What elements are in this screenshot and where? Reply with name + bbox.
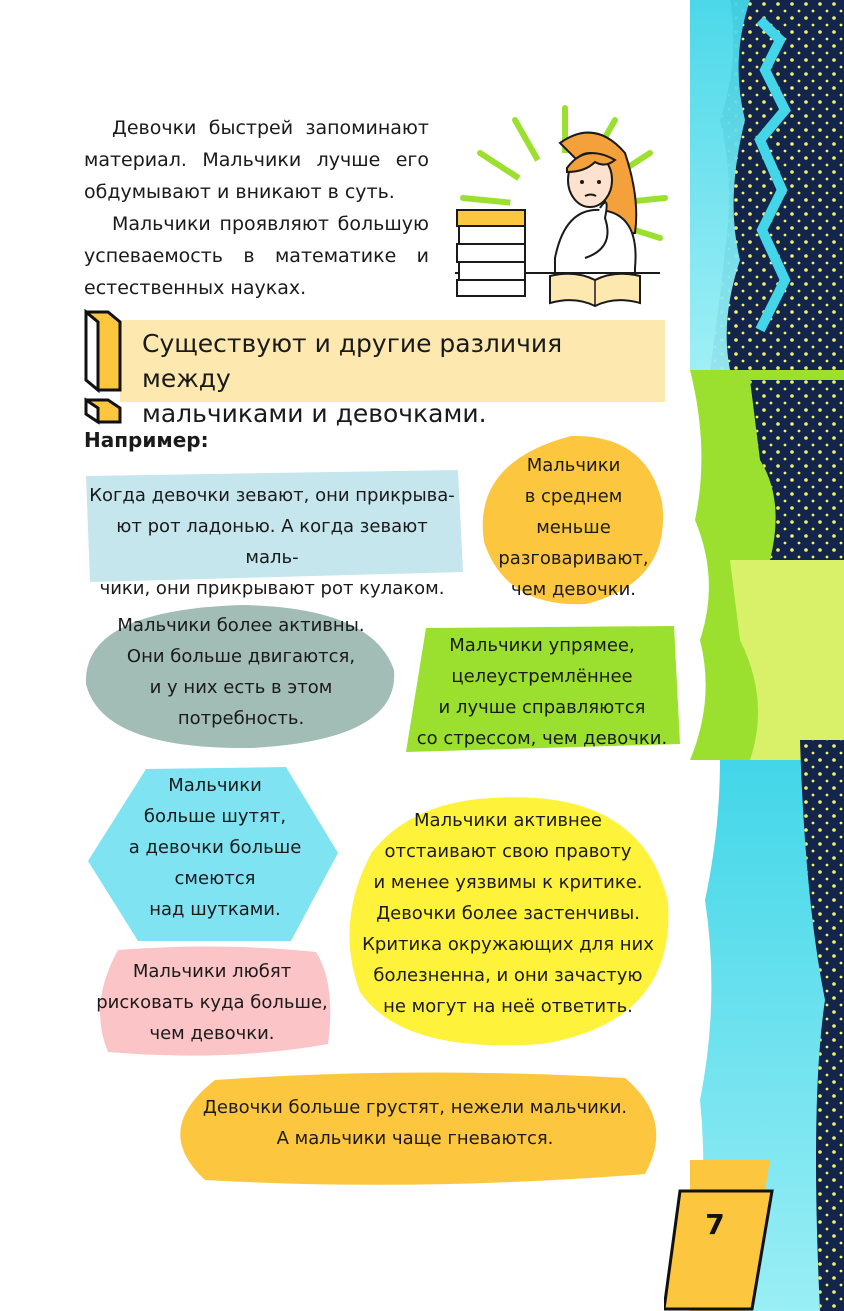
fact-line: больше шутят, [143, 806, 287, 827]
fact-line: Когда девочки зевают, они прикрыва- [89, 485, 455, 506]
fact-line: Мальчики любят [132, 961, 292, 982]
girl-reading-illustration [455, 98, 670, 313]
fact-line: целеустремлённее [451, 666, 633, 687]
fact-line: чем девочки. [510, 579, 637, 600]
fact-line: потребность. [177, 708, 305, 729]
fact-line: Мальчики [168, 775, 262, 796]
fact-jokes [110, 770, 320, 925]
fact-line: над шутками. [149, 899, 281, 920]
fact-line: не могут на неё ответить. [383, 996, 633, 1017]
fact-active [100, 610, 382, 734]
exclamation-icon [80, 308, 128, 426]
intro-paragraph-2: Мальчики проявляют большую успеваемость в математике и естественных науках. [84, 213, 429, 299]
fact-line: Критика окружающих для них [362, 934, 654, 955]
notice-text [142, 326, 657, 431]
fact-line: и у них есть в этом [149, 677, 333, 698]
fact-line: ют рот ладонью. А когда зевают маль- [116, 516, 428, 568]
page-number-badge [664, 1185, 774, 1311]
fact-line: чики, они прикрывают рот кулаком. [99, 578, 445, 599]
fact-line: Мальчики активнее [414, 810, 602, 831]
notice-line: мальчиками и девочками. [142, 399, 487, 428]
fact-line: Они больше двигаются, [126, 646, 356, 667]
fact-risk [92, 956, 332, 1049]
fact-line: Мальчики упрямее, [449, 635, 635, 656]
notice-line: Существуют и другие различия между [142, 329, 563, 393]
fact-line: болезненна, и они зачастую [373, 965, 643, 986]
fact-line: Девочки более застенчивы. [376, 903, 640, 924]
fact-line: в среднем меньше [524, 486, 623, 538]
fact-line: рисковать куда больше, [96, 992, 328, 1013]
fact-line: разговаривают, [498, 548, 649, 569]
fact-line: чем девочки. [149, 1023, 275, 1044]
fact-line: и лучше справляются [438, 697, 646, 718]
decorative-side-strip [690, 0, 844, 1311]
page-number: 7 [705, 1208, 725, 1241]
fact-line: смеются [174, 868, 256, 889]
fact-sad [170, 1092, 660, 1154]
fact-line: Мальчики [526, 455, 621, 476]
fact-line: со стрессом, чем девочки. [416, 728, 668, 749]
fact-talk [486, 450, 661, 605]
fact-line: Мальчики более активны. [117, 615, 365, 636]
fact-line: А мальчики чаще гневаются. [276, 1128, 554, 1149]
fact-line: и менее уязвимы к критике. [373, 872, 643, 893]
fact-defend [350, 805, 666, 1022]
intro-paragraph-1: Девочки быстрей запоминают материал. Мальчики лучше его обдумывают и вникают в суть. [84, 117, 429, 203]
fact-stubborn [406, 630, 678, 754]
example-heading: Например: [84, 428, 209, 452]
fact-line: Девочки больше грустят, нежели мальчики. [202, 1097, 628, 1118]
fact-yawn [88, 480, 456, 604]
intro-text [84, 112, 429, 304]
fact-line: а девочки больше [128, 837, 302, 858]
fact-line: отстаивают свою правоту [384, 841, 632, 862]
